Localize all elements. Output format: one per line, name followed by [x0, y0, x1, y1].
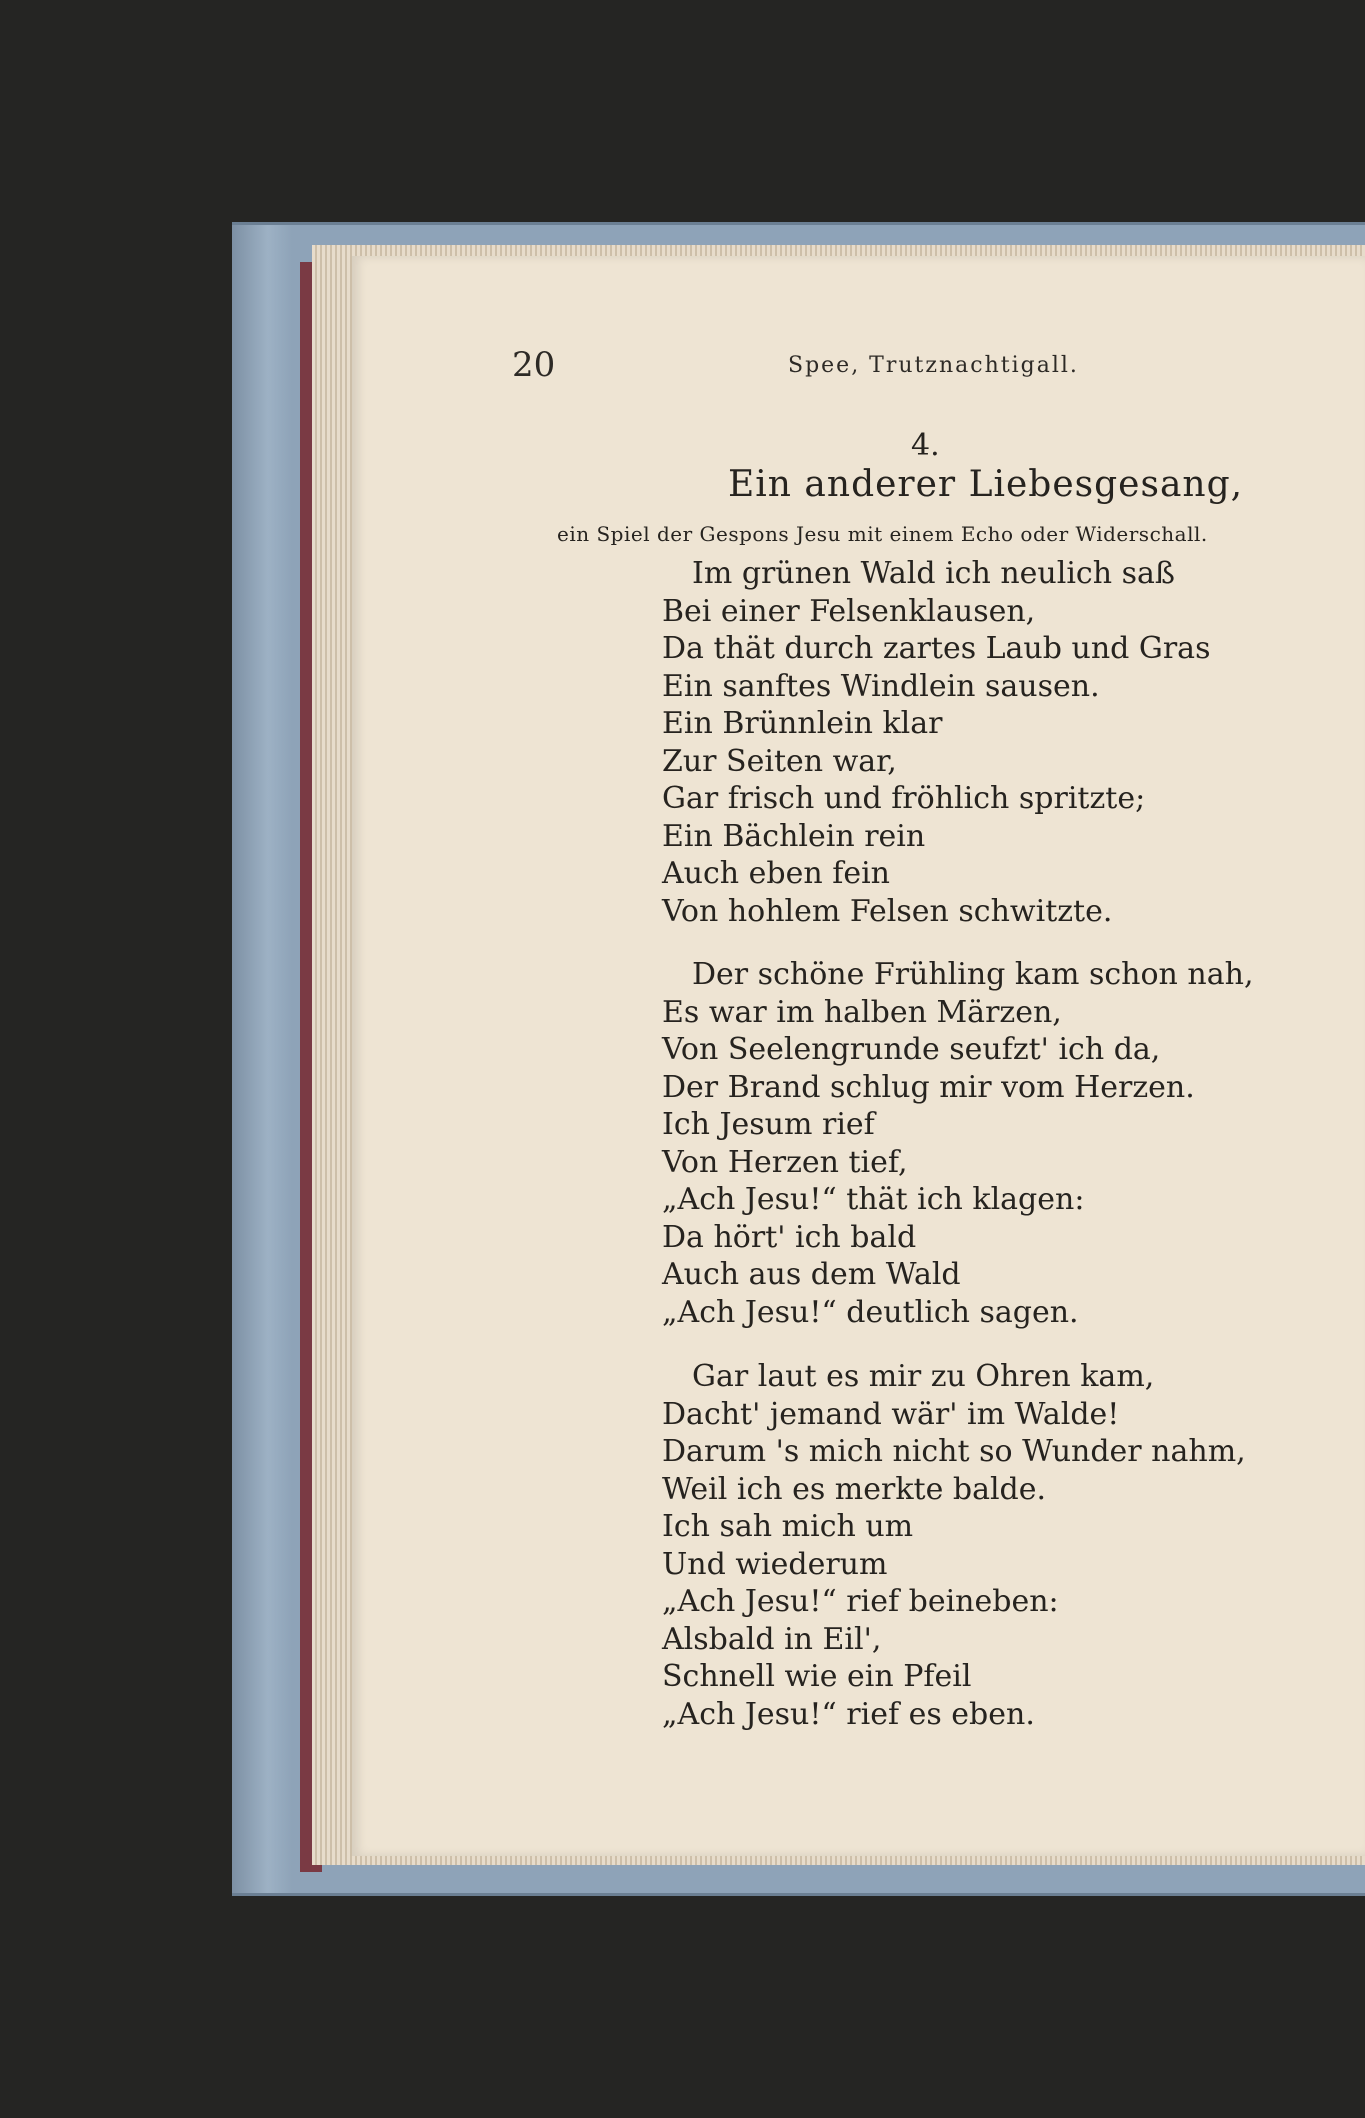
- page-number: 20: [512, 345, 556, 385]
- verse-line: Ein Brünnlein klar: [662, 706, 943, 741]
- verse-line: Es war im halben Märzen,: [662, 994, 1062, 1030]
- verse-line: Ein sanftes Windlein sausen.: [662, 668, 1100, 704]
- stanza-2: [662, 956, 1253, 1331]
- verse-line: Und wiederum: [662, 1546, 888, 1582]
- verse-line: Auch aus dem Wald: [662, 1257, 961, 1292]
- verse-line: Bei einer Felsenklausen,: [662, 593, 1036, 629]
- verse-line: Weil ich es merkte balde.: [662, 1471, 1047, 1507]
- verse-line: Im grünen Wald ich neulich saß: [692, 556, 1175, 591]
- verse-line: Schnell wie ein Pfeil: [662, 1659, 972, 1694]
- verse-line: Der Brand schlug mir vom Herzen.: [662, 1069, 1195, 1105]
- verse-line: „Ach Jesu!“ deutlich sagen.: [662, 1294, 1079, 1330]
- verse-line: Der schöne Frühling kam schon nah,: [692, 957, 1254, 992]
- verse-line: Gar frisch und fröhlich spritzte;: [662, 781, 1146, 816]
- verse-line: Von Herzen tief,: [662, 1144, 908, 1180]
- page-header: [512, 345, 1152, 389]
- verse-line: „Ach Jesu!“ thät ich klagen:: [662, 1182, 1085, 1217]
- cover-edge: [232, 225, 292, 1893]
- verse-line: Zur Seiten war,: [662, 743, 897, 779]
- poem-subtitle: ein Spiel der Gespons Jesu mit einem Echo oder Widerschall.: [557, 522, 1208, 546]
- verse-line: Da hört' ich bald: [662, 1219, 917, 1255]
- stanza-3: [662, 1358, 1246, 1733]
- verse-line: Ich sah mich um: [662, 1509, 914, 1544]
- verse-line: „Ach Jesu!“ rief beineben:: [662, 1584, 1059, 1619]
- verse-line: „Ach Jesu!“ rief es eben.: [662, 1696, 1035, 1732]
- verse-line: Dacht' jemand wär' im Walde!: [662, 1396, 1120, 1432]
- stanza-1: [662, 555, 1210, 930]
- verse-line: Ich Jesum rief: [662, 1107, 875, 1142]
- running-title: Spee, Trutznachtigall.: [788, 353, 1079, 378]
- verse-line: Von hohlem Felsen schwitzte.: [662, 893, 1113, 929]
- verse-line: Von Seelengrunde seufzt' ich da,: [662, 1032, 1161, 1067]
- verse-line: Alsbald in Eil',: [662, 1621, 882, 1657]
- verse-line: Ein Bächlein rein: [662, 818, 926, 854]
- verse-line: Darum 's mich nicht so Wunder nahm,: [662, 1434, 1246, 1469]
- poem-number: 4.: [911, 428, 940, 463]
- poem-title: Ein anderer Liebesgesang,: [728, 464, 1244, 505]
- verse-line: Da thät durch zartes Laub und Gras: [662, 631, 1211, 666]
- verse-line: Gar laut es mir zu Ohren kam,: [692, 1359, 1155, 1394]
- verse-line: Auch eben fein: [662, 856, 890, 891]
